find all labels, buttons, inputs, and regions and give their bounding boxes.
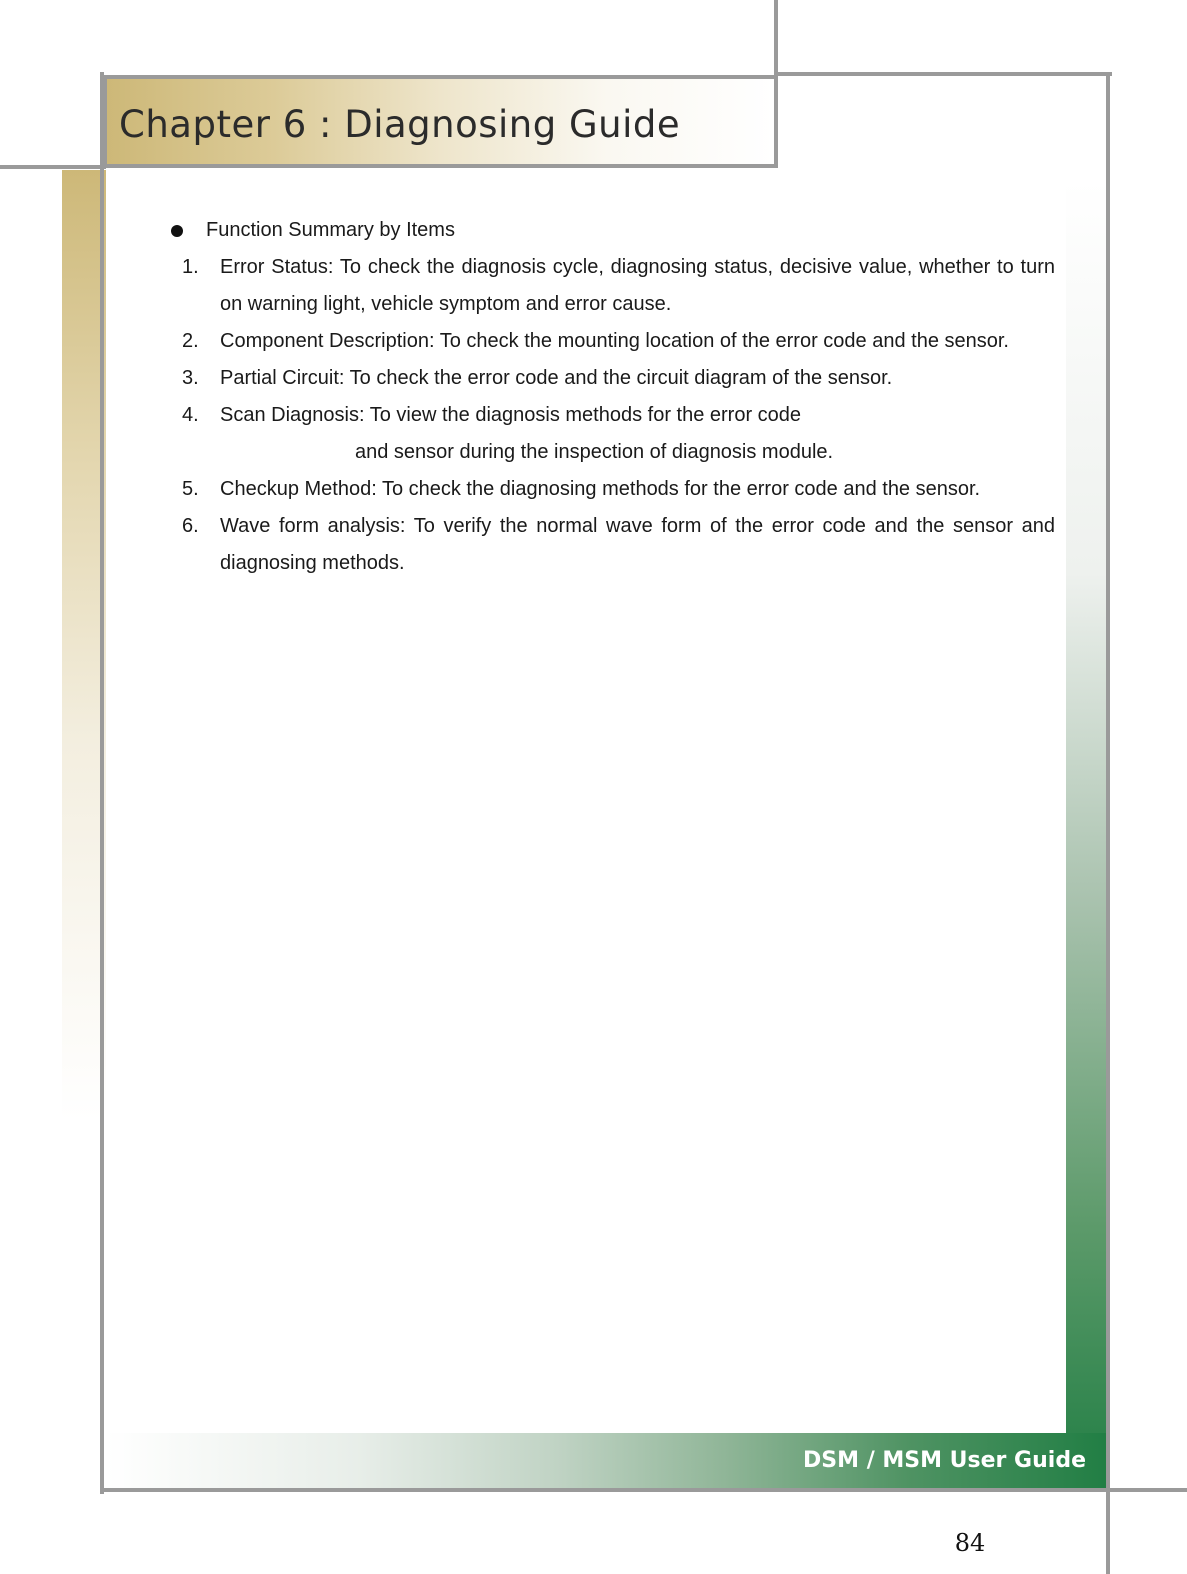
list-item xyxy=(165,508,1055,582)
footer-guide-label: DSM / MSM User Guide xyxy=(803,1448,1086,1473)
list-item-number: 5. xyxy=(182,478,199,500)
bullet-dot-icon xyxy=(171,225,183,237)
frame-right-line xyxy=(1106,72,1110,1574)
function-summary-section xyxy=(165,212,1055,582)
frame-top-line xyxy=(778,72,1112,76)
list-item xyxy=(165,360,1055,397)
function-list xyxy=(165,249,1055,582)
list-item xyxy=(165,397,1055,471)
frame-bottom-right-extension xyxy=(1066,1488,1187,1492)
right-green-strip xyxy=(1066,180,1110,1490)
list-item-number: 4. xyxy=(182,404,199,426)
list-item xyxy=(165,249,1055,323)
list-item-continuation: and sensor during the inspection of diagnosis module. xyxy=(355,441,834,463)
list-item-number: 2. xyxy=(182,330,199,352)
bullet-heading: Function Summary by Items xyxy=(206,219,455,241)
list-item-text: Component Description: To check the mounting location of the error code and the sensor. xyxy=(220,330,1009,352)
list-item xyxy=(165,323,1055,360)
list-item-number: 1. xyxy=(182,256,199,278)
list-item-number: 6. xyxy=(182,515,199,537)
frame-header-left-extension xyxy=(0,165,106,169)
page-number: 84 xyxy=(954,1529,986,1557)
list-item-text: Wave form analysis: To verify the normal wave form of the error code and the sensor and diagnosing methods. xyxy=(220,515,1055,574)
bullet-heading-row xyxy=(165,212,1055,249)
frame-bottom-line xyxy=(100,1488,1110,1492)
chapter-title: Chapter 6 : Diagnosing Guide xyxy=(119,103,681,146)
list-item-text: Error Status: To check the diagnosis cycle, diagnosing status, decisive value, whether to turn on warning light, vehicle symptom and error cause. xyxy=(220,256,1055,315)
frame-left-line xyxy=(100,72,104,1494)
list-item-number: 3. xyxy=(182,367,199,389)
list-item-text: Checkup Method: To check the diagnosing methods for the error code and the sensor. xyxy=(220,478,981,500)
list-item xyxy=(165,471,1055,508)
list-item-text: Partial Circuit: To check the error code and the circuit diagram of the sensor. xyxy=(220,367,893,389)
frame-top-vertical-extension xyxy=(774,0,778,76)
list-item-text: Scan Diagnosis: To view the diagnosis methods for the error code xyxy=(220,404,802,426)
